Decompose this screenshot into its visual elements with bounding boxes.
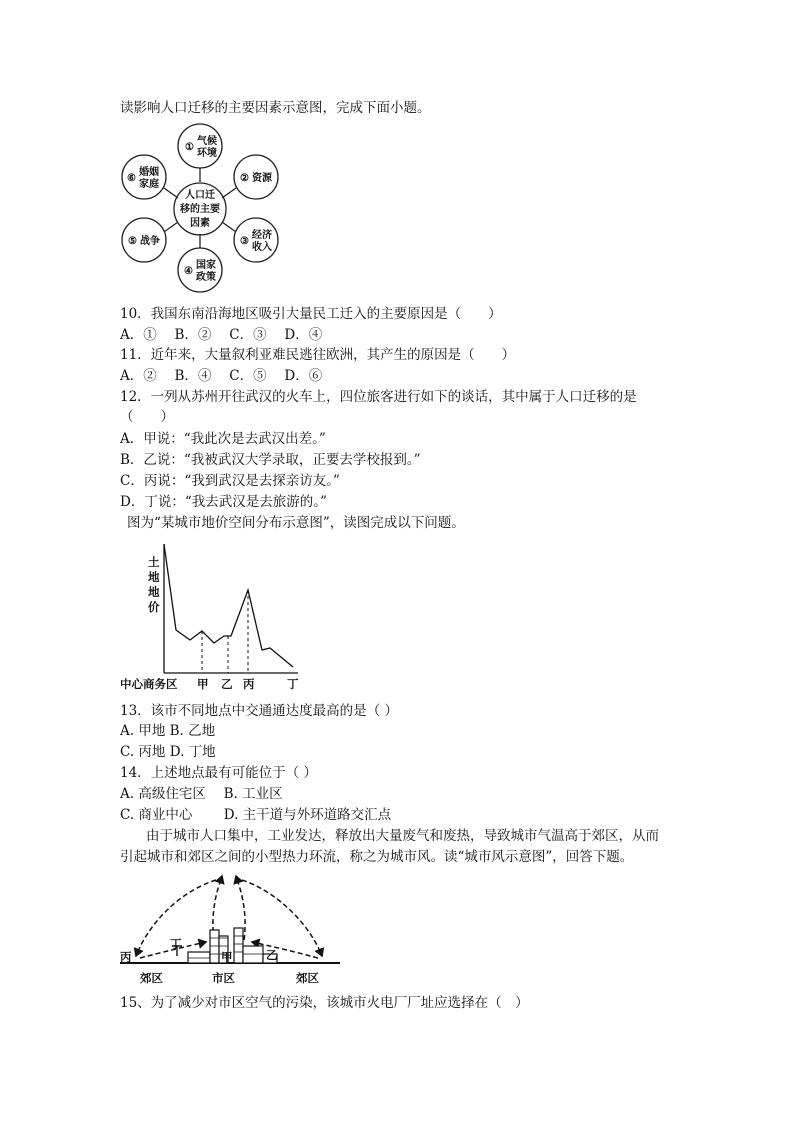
- land-price-diagram: [118, 538, 308, 692]
- ylabel-char-3: 地: [148, 585, 160, 599]
- label-suburb-left: 郊区: [140, 971, 163, 985]
- node-4-line-2: 政策: [196, 272, 216, 283]
- node-5-num: ⑤: [128, 236, 137, 247]
- q11-stem: 11．近年来，大量叙利亚难民逃往欧洲，其产生的原因是（ ）: [120, 347, 516, 363]
- q14-options-row-2: C. 商业中心 D. 主干道与外环道路交汇点: [120, 807, 392, 823]
- node-2-num: ②: [240, 173, 249, 184]
- intro-text-3-line-1: 由于城市人口集中，工业发达，释放出大量废气和废热，导致城市气温高于郊区，从而: [146, 828, 659, 844]
- xlabel-origin: 中心商务区: [120, 677, 178, 691]
- urban-wind-diagram: [118, 870, 344, 990]
- q13-options-row-2: C. 丙地 D. 丁地: [120, 744, 216, 760]
- xlabel-bing: 丙: [243, 677, 255, 691]
- node-6-num: ⑥: [127, 173, 136, 184]
- ylabel-char-1: 土: [148, 555, 160, 569]
- node-6-line-2: 家庭: [139, 179, 159, 190]
- label-yi: 乙: [266, 948, 278, 962]
- descending-air-right: [242, 880, 322, 956]
- q14-options-row-1: A. 高级住宅区 B. 工业区: [120, 786, 283, 802]
- ylabel-char-2: 地: [148, 570, 160, 584]
- node-1-line-2: 环境: [197, 148, 217, 159]
- q10-options: A．① B．② C．③ D．④: [120, 327, 323, 343]
- q12-option-d: D．丁说：“我去武汉是去旅游的。”: [120, 494, 327, 510]
- xlabel-yi: 乙: [221, 677, 233, 691]
- q13-stem: 13．该市不同地点中交通通达度最高的是（ ）: [120, 703, 398, 719]
- node-3-num: ③: [240, 236, 249, 247]
- center-line-1: 人口迁: [185, 190, 215, 201]
- node-3-line-1: 经济: [252, 230, 272, 241]
- ylabel-char-4: 价: [148, 600, 160, 614]
- q10-stem: 10．我国东南沿海地区吸引大量民工迁入的主要原因是（ ）: [120, 306, 502, 322]
- q12-option-b: B．乙说：“我被武汉大学录取，正要去学校报到。”: [120, 452, 421, 468]
- node-3-line-2: 收入: [252, 242, 272, 253]
- xlabel-ding: 丁: [287, 677, 299, 691]
- label-ding: 丁: [170, 937, 182, 951]
- intro-text-2: 图为“某城市地价空间分布示意图”，读图完成以下问题。: [127, 515, 465, 531]
- center-line-3: 因素: [190, 218, 210, 229]
- q12-option-a: A．甲说：“我此次是去武汉出差。”: [120, 431, 326, 447]
- q12-stem-brackets: （ ）: [120, 409, 174, 425]
- node-1-line-1: 气候: [197, 136, 217, 147]
- q15-stem: 15、为了减少对市区空气的污染，该城市火电厂厂址应选择在（ ）: [120, 995, 529, 1011]
- label-suburb-right: 郊区: [296, 971, 319, 985]
- q14-stem: 14．上述地点最有可能位于（ ）: [120, 765, 317, 781]
- center-line-2: 移的主要: [180, 204, 220, 215]
- intro-text-3-line-2: 引起城市和郊区之间的小型热力环流，称之为城市风。读“城市风示意图”，回答下题。: [120, 849, 634, 865]
- label-city: 市区: [212, 971, 235, 985]
- q12-option-c: C．丙说：“我到武汉是去探亲访友。”: [120, 473, 340, 489]
- node-2-line-1: 资源: [252, 173, 272, 184]
- node-5-line-1: 战争: [140, 236, 160, 247]
- node-4-num: ④: [184, 266, 193, 277]
- intro-text-1: 读影响人口迁移的主要因素示意图，完成下面小题。: [120, 100, 431, 116]
- xlabel-jia: 甲: [197, 677, 209, 691]
- q13-options-row-1: A. 甲地 B. 乙地: [120, 723, 216, 739]
- migration-factors-diagram: [118, 122, 288, 294]
- q11-options: A．② B．④ C．⑤ D．⑥: [120, 368, 323, 384]
- q12-stem: 12．一列从苏州开往武汉的火车上，四位旅客进行如下的谈话，其中属于人口迁移的是: [120, 389, 637, 405]
- node-6-line-1: 婚姻: [139, 167, 159, 178]
- label-bing: 丙: [120, 950, 132, 964]
- node-1-num: ①: [185, 142, 194, 153]
- node-4-line-1: 国家: [196, 260, 216, 271]
- label-jia: 甲: [221, 950, 233, 964]
